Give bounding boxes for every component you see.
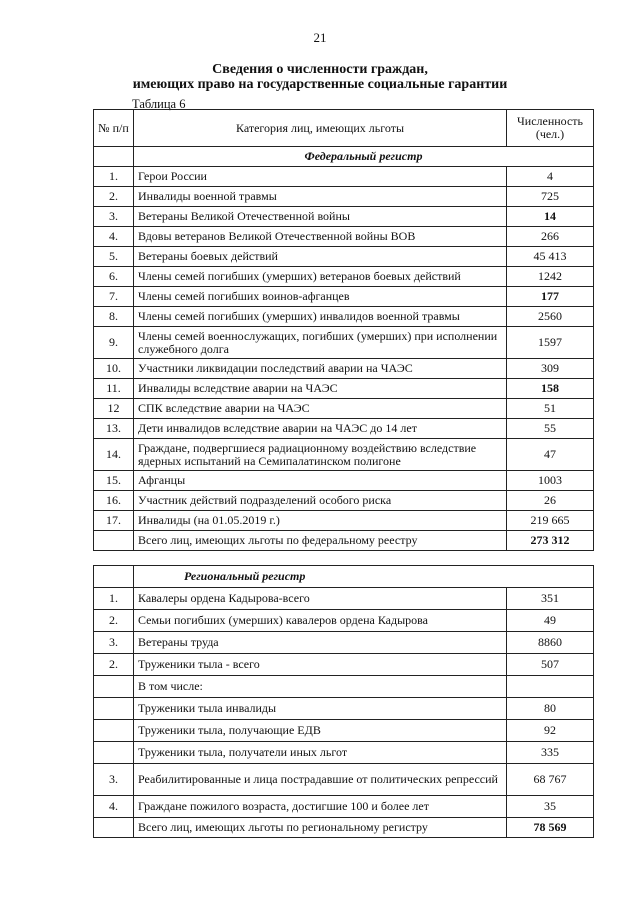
cell-category: Труженики тыла, получатели иных льгот [134,742,507,764]
total-category: Всего лиц, имеющих льготы по федеральному реестру [134,531,507,551]
total-value: 78 569 [507,818,594,838]
cell-value: 8860 [507,632,594,654]
table-row [94,720,594,742]
table-label: Таблица 6 [132,97,186,111]
cell-category: Афганцы [134,471,507,491]
cell-num: 11. [94,379,134,399]
cell-category: Участник действий подразделений особого риска [134,491,507,511]
cell-value: 309 [507,359,594,379]
cell-num: 14. [94,439,134,471]
regional-section-title: Региональный регистр [134,566,594,588]
cell-value: 47 [507,439,594,471]
cell-value: 49 [507,610,594,632]
cell-category: Кавалеры ордена Кадырова-всего [134,588,507,610]
table-row [94,610,594,632]
cell-value [507,676,594,698]
cell-num: 2. [94,187,134,207]
cell-value: 351 [507,588,594,610]
cell-value: 219 665 [507,511,594,531]
section-row [94,566,594,588]
cell-value: 51 [507,399,594,419]
cell-value: 2560 [507,307,594,327]
cell-value: 35 [507,796,594,818]
table-row [94,676,594,698]
cell-num: 2. [94,654,134,676]
table-row [94,327,594,359]
cell-num: 3. [94,764,134,796]
cell-value: 55 [507,419,594,439]
cell-category: Ветераны боевых действий [134,247,507,267]
cell-num: 6. [94,267,134,287]
cell-value: 725 [507,187,594,207]
cell-value: 80 [507,698,594,720]
cell-category: Труженики тыла - всего [134,654,507,676]
title-line-1: Сведения о численности граждан, [212,62,428,77]
table-row [94,247,594,267]
total-num [94,531,134,551]
cell-value: 4 [507,167,594,187]
table-row [94,764,594,796]
cell-category: Ветераны Великой Отечественной войны [134,207,507,227]
table-row [94,359,594,379]
table-row [94,419,594,439]
cell-num [94,676,134,698]
cell-category: Члены семей погибших (умерших) инвалидов военной травмы [134,307,507,327]
cell-value: 1597 [507,327,594,359]
total-category: Всего лиц, имеющих льготы по региональному регистру [134,818,507,838]
cell-value: 177 [507,287,594,307]
cell-value: 1003 [507,471,594,491]
cell-category: Члены семей погибших (умерших) ветеранов боевых действий [134,267,507,287]
cell-category: Инвалиды (на 01.05.2019 г.) [134,511,507,531]
table-row [94,187,594,207]
table-row [94,588,594,610]
cell-num: 4. [94,796,134,818]
table-row [94,267,594,287]
cell-num: 1. [94,167,134,187]
table-row [94,698,594,720]
table-row [94,227,594,247]
cell-num: 4. [94,227,134,247]
table-row [94,379,594,399]
cell-category: Члены семей погибших воинов-афганцев [134,287,507,307]
cell-num: 17. [94,511,134,531]
cell-category: Труженики тыла, получающие ЕДВ [134,720,507,742]
table-row [94,207,594,227]
cell-category: Дети инвалидов вследствие аварии на ЧАЭС до 14 лет [134,419,507,439]
table-row [94,307,594,327]
cell-category: Реабилитированные и лица пострадавшие от политических репрессий [134,764,507,796]
cell-category: Члены семей военнослужащих, погибших (умерших) при исполнении служебного долга [134,327,507,359]
cell-category: Герои России [134,167,507,187]
table-row [94,471,594,491]
cell-num: 10. [94,359,134,379]
table-row [94,632,594,654]
cell-num: 7. [94,287,134,307]
total-num [94,818,134,838]
cell-category: СПК вследствие аварии на ЧАЭС [134,399,507,419]
cell-category: Труженики тыла инвалиды [134,698,507,720]
cell-value: 1242 [507,267,594,287]
cell-category: В том числе: [134,676,507,698]
federal-register-table [93,109,594,551]
cell-num: 13. [94,419,134,439]
document-title [0,62,640,92]
cell-num: 5. [94,247,134,267]
header-count: Численность (чел.) [507,110,594,147]
cell-category: Вдовы ветеранов Великой Отечественной войны ВОВ [134,227,507,247]
cell-category: Граждане, подвергшиеся радиационному воздействию вследствие ядерных испытаний на Семипалатинском полигоне [134,439,507,471]
cell-num: 9. [94,327,134,359]
cell-category: Инвалиды вследствие аварии на ЧАЭС [134,379,507,399]
header-category: Категория лиц, имеющих льготы [134,110,507,147]
cell-num: 2. [94,610,134,632]
cell-num [94,742,134,764]
cell-value: 26 [507,491,594,511]
cell-num [94,698,134,720]
table-row [94,654,594,676]
cell-value: 507 [507,654,594,676]
table-row [94,491,594,511]
cell-num: 12 [94,399,134,419]
cell-category: Семьи погибших (умерших) кавалеров ордена Кадырова [134,610,507,632]
federal-section-title: Федеральный регистр [134,147,594,167]
cell-value: 266 [507,227,594,247]
section-row [94,147,594,167]
cell-num: 15. [94,471,134,491]
title-line-2: имеющих право на государственные социальные гарантии [132,77,508,92]
table-row [94,742,594,764]
total-row [94,818,594,838]
cell-num: 3. [94,632,134,654]
cell-category: Инвалиды военной травмы [134,187,507,207]
cell-value: 158 [507,379,594,399]
page-number: 21 [313,30,327,45]
cell-num: 1. [94,588,134,610]
cell-value: 335 [507,742,594,764]
cell-value: 92 [507,720,594,742]
table-row [94,511,594,531]
total-row [94,531,594,551]
table-row [94,167,594,187]
header-num: № п/п [94,110,134,147]
table-header-row [94,110,594,147]
cell-category: Ветераны труда [134,632,507,654]
cell-num [94,720,134,742]
cell-value: 45 413 [507,247,594,267]
table-row [94,399,594,419]
cell-num: 3. [94,207,134,227]
cell-value: 68 767 [507,764,594,796]
table-row [94,287,594,307]
cell-num: 8. [94,307,134,327]
total-value: 273 312 [507,531,594,551]
table-row [94,796,594,818]
cell-category: Участники ликвидации последствий аварии на ЧАЭС [134,359,507,379]
regional-register-table [93,565,594,838]
cell-num: 16. [94,491,134,511]
cell-value: 14 [507,207,594,227]
cell-category: Граждане пожилого возраста, достигшие 100 и более лет [134,796,507,818]
table-row [94,439,594,471]
